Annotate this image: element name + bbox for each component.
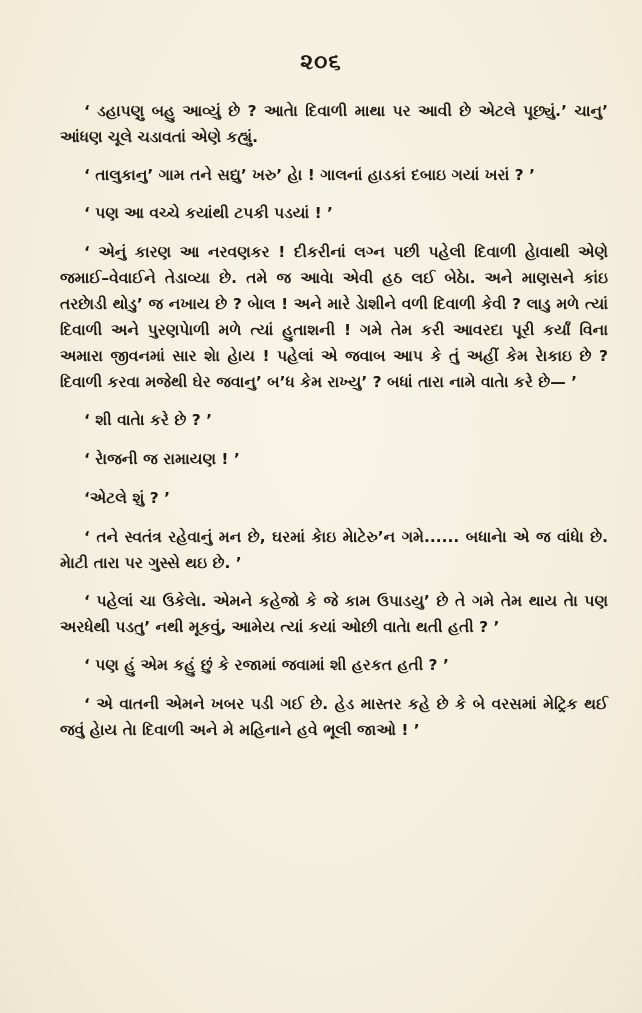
- paragraph: ‘ પણ આ વચ્ચે કયાંથી ટપકી પડયાં ! ’: [84, 204, 333, 222]
- paragraph: ‘ પહેલાં ચા ઉકેલેા. એમને કહેજો કે જે કામ ઉપાડયુ’ છે તે ગમે તેમ થાય તેા પણ અરધેથી પડતુ’ નથી મૂકવું, આમેય ત્યાં કયાં ઓછી વાતેા થતી હતી ? ’: [60, 592, 608, 636]
- paragraph: ‘એટલે શું ? ’: [84, 489, 170, 507]
- paragraph: ‘ ડહાપણુ બહુ આવ્યું છે ? આતેા દિવાળી માથા પર આવી છે એટલે પૂછ્યું.’ ચાનુ’ આંધણ ચૂલે ચડાવતાં એણે કહ્યું.: [60, 102, 608, 146]
- paragraph: ‘ એનું કારણ આ નરવણકર ! દીકરીનાં લગ્ન પછી પહેલી દિવાળી હેાવાથી એણે જમાઈ–વેવાઈને તેડાવ્યા છે. તમે જ આવેા એવી હઠ લઈ બેઠેા. અને માણસને કાંઇ તરછેાડી થોડુ’ જ નખાય છે ? બેાલ ! અને મારે ડેાશીને વળી દિવાળી કેવી ? લાડુ મળે ત્યાં દિવાળી અને પુરણપેાળી મળે ત્યાં હુતાશની ! ગમે તેમ કરી આવરદા પૂરી કર્યાં વિના અમારા જીવનમાં સાર શેા હેાય ! પહેલાં એ જવાબ આપ કે તું અહીં કેમ રેાકાઇ છે ? દિવાળી કરવા મજેથી ઘેર જવાનુ’ બ’ધ કેમ રાખ્યુ’ ? બધાં તારા નામે વાતેા કરે છે— ’: [60, 243, 608, 391]
- page-number: ૨૦૬: [300, 50, 342, 75]
- paragraph: ‘ શી વાતેા કરે છે ? ’: [84, 411, 212, 429]
- paragraph: ‘ રેાજની જ રામાયણ ! ’: [84, 450, 240, 468]
- paragraph: ‘ તાલુકાનુ’ ગામ તને સદ્યુ’ ખરુ’ હેા ! ગાલનાં હાડકાં દબાઇ ગયાં ખરાં ? ’: [84, 166, 535, 184]
- paragraph: ‘ એ વાતની એમને ખબર પડી ગઈ છે. હેડ માસ્તર કહે છે કે બે વરસમાં મેટ્રિક થઈ જવું હેાય તેા દિવાળી અને મે મહિનાને હવે ભૂલી જાઓ ! ’: [60, 695, 608, 739]
- paragraph: ‘ તને સ્વતંત્ર રહેવાનું મન છે, ઘરમાં કેાઇ મેાટેરુ’ન ગમે...... બધાનેા એ જ વાંધેા છે. મેાટી તારા પર ગુસ્સે થઇ છે. ’: [60, 528, 608, 572]
- paragraph: ‘ પણ હું એમ કહું છું કે રજામાં જવામાં શી હરકત હતી ? ’: [84, 656, 449, 674]
- page-body: [60, 98, 608, 755]
